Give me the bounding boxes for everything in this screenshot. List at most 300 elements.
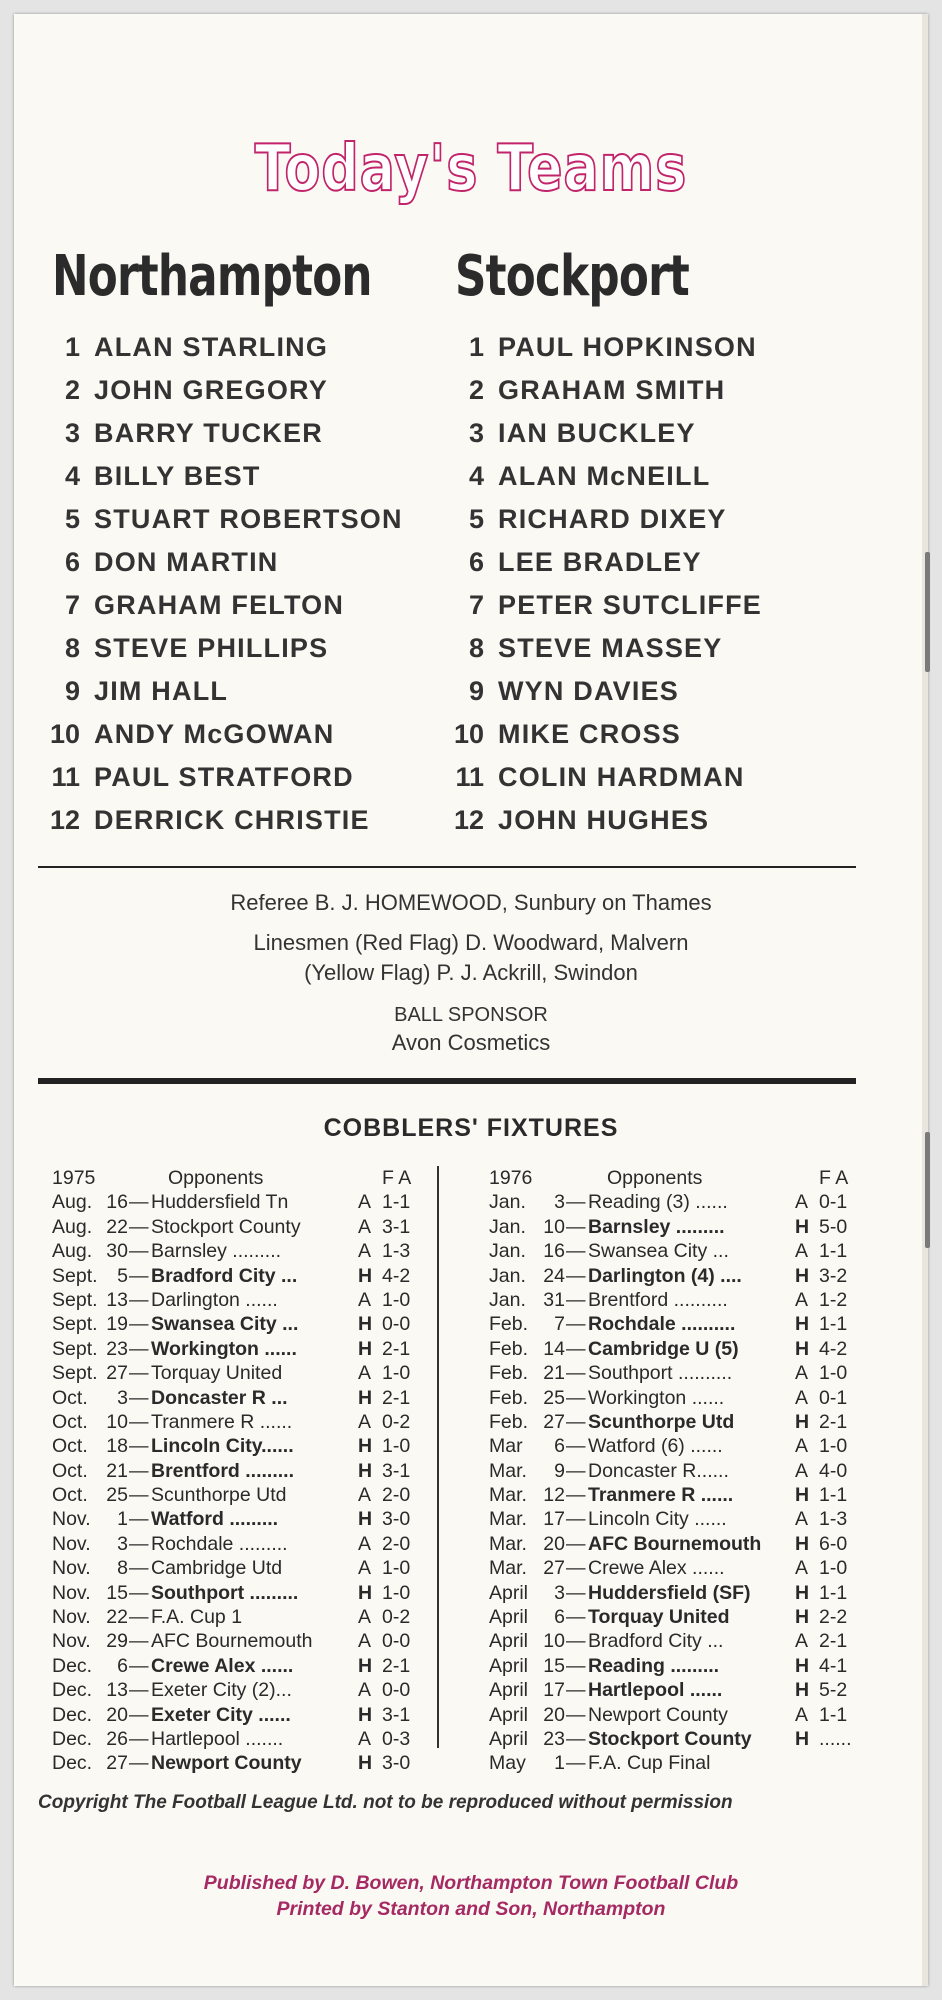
- fixture-opponent: Newport County: [588, 1703, 728, 1726]
- player-name: JOHN HUGHES: [498, 805, 710, 835]
- player-number: 1: [468, 332, 484, 362]
- fixture-row: [489, 1507, 869, 1531]
- fixture-row: [489, 1605, 869, 1629]
- home-team-list: [44, 326, 403, 842]
- fixture-venue: A: [795, 1435, 809, 1458]
- fixture-venue: H: [358, 1313, 373, 1336]
- player-number: 10: [453, 719, 484, 749]
- fixture-row: [52, 1264, 432, 1288]
- fixture-row: [489, 1190, 869, 1214]
- fixture-dash: —: [129, 1191, 149, 1214]
- fixture-opponent: Lincoln City ......: [588, 1508, 727, 1531]
- fixture-day: 14: [543, 1337, 565, 1360]
- fixture-venue: H: [795, 1484, 810, 1507]
- fixture-score: 4-0: [819, 1459, 848, 1482]
- fixture-dash: —: [129, 1240, 149, 1263]
- fixture-row: [489, 1434, 869, 1458]
- fixture-row: [489, 1386, 869, 1410]
- fixture-dash: —: [566, 1679, 586, 1702]
- divider-line: [38, 866, 856, 868]
- fixture-row: [52, 1288, 432, 1312]
- player-row: [448, 627, 762, 670]
- player-row: [44, 541, 403, 584]
- fixture-venue: H: [358, 1508, 373, 1531]
- player-number: 12: [453, 805, 484, 835]
- player-number: 5: [468, 504, 484, 534]
- fixture-day: 3: [554, 1581, 565, 1604]
- fixture-dash: —: [566, 1727, 586, 1750]
- fixture-opponent: Stockport County: [588, 1727, 752, 1750]
- fixture-day: 21: [543, 1362, 565, 1385]
- fixture-venue: A: [358, 1727, 372, 1750]
- player-row: [448, 670, 762, 713]
- fixture-dash: —: [129, 1532, 149, 1555]
- fixture-day: 6: [117, 1654, 128, 1677]
- fixtures-1976: [489, 1166, 869, 1776]
- fixture-day: 16: [106, 1191, 128, 1214]
- fixture-month: Aug.: [52, 1240, 93, 1263]
- fixture-score: 3-0: [382, 1508, 411, 1531]
- fixture-dash: —: [566, 1654, 586, 1677]
- player-row: [44, 584, 403, 627]
- fixture-day: 27: [106, 1752, 128, 1775]
- player-name: WYN DAVIES: [498, 676, 680, 706]
- fixture-dash: —: [129, 1752, 149, 1775]
- thick-divider: [38, 1078, 856, 1084]
- fixture-row: [52, 1337, 432, 1361]
- player-name: STEVE MASSEY: [498, 633, 723, 663]
- fixture-day: 3: [117, 1386, 128, 1409]
- fixture-day: 17: [543, 1679, 565, 1702]
- fixture-day: 21: [106, 1459, 128, 1482]
- fixture-dash: —: [566, 1313, 586, 1336]
- away-team-name: Stockport: [455, 244, 689, 309]
- fixture-score: 2-0: [382, 1532, 411, 1555]
- player-row: [44, 799, 403, 842]
- fixture-score: 1-1: [819, 1240, 848, 1263]
- fixture-day: 29: [106, 1630, 128, 1653]
- fixture-month: Sept.: [52, 1337, 98, 1360]
- fixture-month: Mar: [489, 1435, 523, 1458]
- player-number: 2: [64, 375, 80, 405]
- printer-line: Printed by Stanton and Son, Northampton: [276, 1898, 666, 1920]
- fixture-month: Sept.: [52, 1288, 98, 1311]
- fixture-opponent: Tranmere R ......: [151, 1410, 293, 1433]
- fixture-score: 0-0: [382, 1313, 411, 1336]
- fixture-venue: H: [358, 1703, 373, 1726]
- fixture-venue: A: [795, 1459, 809, 1482]
- fixture-venue: A: [358, 1532, 372, 1555]
- player-row: [448, 584, 762, 627]
- fixture-dash: —: [566, 1484, 586, 1507]
- player-name: COLIN HARDMAN: [498, 762, 745, 792]
- fixture-venue: A: [358, 1362, 372, 1385]
- fixture-row: [52, 1215, 432, 1239]
- fixture-score: 1-1: [819, 1581, 848, 1604]
- fixture-day: 3: [554, 1191, 565, 1214]
- fixture-row: [52, 1190, 432, 1214]
- fixture-venue: A: [795, 1630, 809, 1653]
- fixture-month: Feb.: [489, 1386, 529, 1409]
- player-number: 9: [64, 676, 80, 706]
- fixture-venue: A: [795, 1240, 809, 1263]
- fixture-score: 3-1: [382, 1215, 411, 1238]
- fixture-dash: —: [129, 1703, 149, 1726]
- fixture-opponent: Reading (3) ......: [588, 1191, 728, 1214]
- fixture-score: 2-0: [382, 1484, 411, 1507]
- fixture-opponent: Workington ......: [588, 1386, 725, 1409]
- player-number: 6: [468, 547, 484, 577]
- fixture-dash: —: [129, 1630, 149, 1653]
- fixture-row: [489, 1288, 869, 1312]
- fixture-dash: —: [129, 1484, 149, 1507]
- fixture-month: Feb.: [489, 1313, 529, 1336]
- fixture-venue: A: [795, 1508, 809, 1531]
- fixture-dash: —: [129, 1288, 149, 1311]
- fixture-day: 1: [554, 1752, 565, 1775]
- fixture-month: Feb.: [489, 1337, 529, 1360]
- fixture-day: 7: [554, 1313, 565, 1336]
- fixture-row: [52, 1727, 432, 1751]
- player-number: 9: [468, 676, 484, 706]
- ball-sponsor-label: BALL SPONSOR: [394, 1004, 548, 1026]
- fixture-month: Oct.: [52, 1459, 88, 1482]
- page-spine: [922, 14, 928, 1986]
- fixture-venue: H: [795, 1679, 810, 1702]
- fixture-venue: H: [358, 1581, 373, 1604]
- fixture-score: 1-2: [819, 1288, 848, 1311]
- fixture-month: April: [489, 1606, 529, 1629]
- fixture-score: 1-0: [382, 1435, 411, 1458]
- fixture-day: 27: [106, 1362, 128, 1385]
- fixture-venue: H: [795, 1606, 810, 1629]
- fixture-venue: A: [358, 1240, 372, 1263]
- fixture-score: 3-2: [819, 1264, 848, 1287]
- fixture-row: [52, 1678, 432, 1702]
- player-number: 7: [468, 590, 484, 620]
- player-row: [44, 756, 403, 799]
- fixture-day: 22: [106, 1215, 128, 1238]
- referee-line: Referee B. J. HOMEWOOD, Sunbury on Thames: [230, 890, 712, 915]
- fixture-venue: A: [358, 1215, 372, 1238]
- fixture-venue: H: [795, 1727, 810, 1750]
- fixture-month: Nov.: [52, 1508, 91, 1531]
- fixture-dash: —: [129, 1362, 149, 1385]
- fixture-venue: H: [795, 1581, 810, 1604]
- player-name: STUART ROBERTSON: [94, 504, 403, 534]
- fixture-month: Dec.: [52, 1703, 93, 1726]
- fixture-venue: H: [795, 1215, 810, 1238]
- fixture-month: April: [489, 1630, 529, 1653]
- fixture-dash: —: [566, 1606, 586, 1629]
- opponents-label: Opponents: [168, 1167, 264, 1189]
- fixture-score: 0-0: [382, 1630, 411, 1653]
- fixture-day: 6: [554, 1435, 565, 1458]
- fixture-opponent: Workington ......: [151, 1337, 297, 1360]
- fixture-row: [489, 1727, 869, 1751]
- player-number: 6: [64, 547, 80, 577]
- fixture-day: 27: [543, 1557, 565, 1580]
- player-row: [448, 326, 762, 369]
- fixture-score: 1-0: [819, 1557, 848, 1580]
- fixture-month: Oct.: [52, 1484, 88, 1507]
- fixture-dash: —: [129, 1313, 149, 1336]
- player-row: [448, 412, 762, 455]
- player-number: 11: [455, 762, 484, 792]
- fixture-month: Feb.: [489, 1410, 529, 1433]
- fixture-venue: H: [795, 1313, 810, 1336]
- player-name: GRAHAM SMITH: [498, 375, 726, 405]
- fixture-month: Aug.: [52, 1191, 93, 1214]
- fixture-opponent: Cambridge U (5): [588, 1337, 739, 1360]
- fixture-opponent: Newport County: [151, 1752, 302, 1775]
- fixtures-1975: [52, 1166, 432, 1776]
- fixture-row: [489, 1483, 869, 1507]
- fixture-opponent: Torquay United: [151, 1362, 283, 1385]
- fa-label: F A: [382, 1167, 412, 1189]
- fixture-dash: —: [566, 1215, 586, 1238]
- fixture-opponent: Huddersfield Tn: [151, 1191, 289, 1214]
- fixture-opponent: Lincoln City......: [151, 1435, 294, 1458]
- fixture-month: Dec.: [52, 1727, 93, 1750]
- fa-label: F A: [819, 1167, 849, 1189]
- player-name: PETER SUTCLIFFE: [498, 590, 763, 620]
- fixture-row: [489, 1215, 869, 1239]
- fixture-day: 19: [106, 1313, 128, 1336]
- fixture-venue: H: [358, 1435, 373, 1458]
- fixture-dash: —: [566, 1410, 586, 1433]
- fixture-day: 24: [543, 1264, 565, 1287]
- player-row: [448, 541, 762, 584]
- fixture-venue: A: [358, 1630, 372, 1653]
- fixture-score: 1-0: [382, 1288, 411, 1311]
- fixture-month: Mar.: [489, 1459, 527, 1482]
- fixture-venue: H: [358, 1386, 373, 1409]
- fixture-opponent: Swansea City ...: [588, 1240, 729, 1263]
- fixture-row: [489, 1678, 869, 1702]
- fixture-score: 0-0: [382, 1679, 411, 1702]
- fixture-opponent: Brentford .........: [151, 1459, 295, 1482]
- fixture-month: Jan.: [489, 1264, 526, 1287]
- fixture-row: [489, 1703, 869, 1727]
- fixture-dash: —: [566, 1264, 586, 1287]
- fixture-day: 27: [543, 1410, 565, 1433]
- player-name: ANDY McGOWAN: [94, 719, 335, 749]
- fixture-opponent: Southport ..........: [588, 1362, 733, 1385]
- player-name: MIKE CROSS: [498, 719, 682, 749]
- fixture-venue: A: [795, 1557, 809, 1580]
- fixture-venue: H: [358, 1264, 373, 1287]
- fixture-dash: —: [129, 1508, 149, 1531]
- fixture-month: April: [489, 1679, 529, 1702]
- fixture-opponent: Doncaster R......: [588, 1459, 729, 1482]
- player-number: 4: [64, 461, 80, 491]
- fixture-venue: H: [795, 1337, 810, 1360]
- player-number: 8: [64, 633, 80, 663]
- player-name: LEE BRADLEY: [498, 547, 702, 577]
- fixture-dash: —: [566, 1191, 586, 1214]
- fixture-day: 23: [543, 1727, 565, 1750]
- fixture-score: 3-1: [382, 1703, 411, 1726]
- fixture-row: [489, 1556, 869, 1580]
- player-name: ALAN McNEILL: [498, 461, 711, 491]
- fixture-day: 12: [543, 1484, 565, 1507]
- player-name: BILLY BEST: [94, 461, 261, 491]
- player-number: 3: [468, 418, 484, 448]
- fixture-venue: A: [358, 1606, 372, 1629]
- fixture-day: 31: [543, 1288, 565, 1311]
- fixture-score: 1-0: [819, 1435, 848, 1458]
- fixture-score: 5-2: [819, 1679, 848, 1702]
- player-row: [44, 369, 403, 412]
- fixture-row: [489, 1654, 869, 1678]
- fixture-score: 5-0: [819, 1215, 848, 1238]
- fixture-month: Nov.: [52, 1581, 91, 1604]
- fixture-row: [52, 1239, 432, 1263]
- fixture-score: 1-0: [382, 1362, 411, 1385]
- fixture-score: 1-0: [382, 1557, 411, 1580]
- fixture-row: [52, 1410, 432, 1434]
- fixture-score: 2-1: [382, 1654, 411, 1677]
- fixture-opponent: Rochdale ..........: [588, 1313, 736, 1336]
- fixture-score: 1-3: [382, 1240, 411, 1263]
- fixture-score: 1-1: [819, 1484, 848, 1507]
- fixture-month: Feb.: [489, 1362, 529, 1385]
- fixture-dash: —: [129, 1215, 149, 1238]
- fixture-venue: A: [358, 1288, 372, 1311]
- fixture-opponent: Hartlepool ......: [588, 1679, 723, 1702]
- fixture-score: 2-1: [382, 1337, 411, 1360]
- fixture-row: [489, 1410, 869, 1434]
- player-name: PAUL HOPKINSON: [498, 332, 757, 362]
- fixture-day: 30: [106, 1240, 128, 1263]
- fixture-month: Dec.: [52, 1654, 93, 1677]
- fixture-opponent: Brentford ..........: [588, 1288, 728, 1311]
- fixture-venue: H: [358, 1459, 373, 1482]
- player-number: 8: [468, 633, 484, 663]
- player-number: 11: [51, 762, 80, 792]
- fixture-dash: —: [566, 1362, 586, 1385]
- fixture-day: 13: [106, 1288, 128, 1311]
- fixture-month: Sept.: [52, 1313, 98, 1336]
- fixture-row: [52, 1605, 432, 1629]
- fixtures-column-divider: [437, 1166, 439, 1748]
- fixture-dash: —: [566, 1557, 586, 1580]
- fixture-dash: —: [566, 1581, 586, 1604]
- fixture-opponent: Cambridge Utd: [151, 1557, 283, 1580]
- home-team-name: Northampton: [52, 244, 372, 309]
- fixture-month: Oct.: [52, 1410, 88, 1433]
- fixture-dash: —: [129, 1435, 149, 1458]
- fixture-month: Jan.: [489, 1288, 526, 1311]
- fixture-dash: —: [129, 1727, 149, 1750]
- away-team-list: [448, 326, 762, 842]
- fixture-dash: —: [129, 1386, 149, 1409]
- fixture-day: 1: [117, 1508, 128, 1531]
- fixture-row: [52, 1386, 432, 1410]
- fixture-day: 10: [543, 1630, 565, 1653]
- fixture-day: 15: [106, 1581, 128, 1604]
- fixture-row: [52, 1434, 432, 1458]
- fixture-dash: —: [129, 1410, 149, 1433]
- fixture-opponent: Darlington ......: [151, 1288, 278, 1311]
- fixture-score: 1-3: [819, 1508, 848, 1531]
- player-row: [44, 498, 403, 541]
- fixture-day: 6: [554, 1606, 565, 1629]
- fixture-month: April: [489, 1727, 529, 1750]
- year-label: 1976: [489, 1167, 533, 1189]
- fixture-day: 9: [554, 1459, 565, 1482]
- fixture-opponent: Barnsley .........: [151, 1240, 282, 1263]
- fixture-dash: —: [129, 1654, 149, 1677]
- fixture-day: 10: [543, 1215, 565, 1238]
- fixture-venue: A: [358, 1484, 372, 1507]
- fixture-opponent: Huddersfield (SF): [588, 1581, 751, 1604]
- publisher-line: Published by D. Bowen, Northampton Town Football Club: [203, 1872, 739, 1894]
- player-name: ALAN STARLING: [94, 332, 329, 362]
- fixture-score: 1-0: [819, 1362, 848, 1385]
- fixture-dash: —: [566, 1459, 586, 1482]
- fixture-opponent: Doncaster R ...: [151, 1386, 288, 1409]
- fixture-dash: —: [566, 1288, 586, 1311]
- fixture-opponent: AFC Bournemouth: [588, 1532, 762, 1555]
- fixture-row: [489, 1239, 869, 1263]
- player-row: [448, 498, 762, 541]
- fixture-month: April: [489, 1581, 529, 1604]
- fixture-month: April: [489, 1654, 529, 1677]
- fixture-day: 22: [106, 1606, 128, 1629]
- fixture-opponent: Swansea City ...: [151, 1313, 299, 1336]
- fixture-row: [489, 1629, 869, 1653]
- fixture-day: 17: [543, 1508, 565, 1531]
- fixture-day: 5: [117, 1264, 128, 1287]
- player-row: [44, 713, 403, 756]
- fixture-opponent: Crewe Alex ......: [151, 1654, 294, 1677]
- player-row: [448, 455, 762, 498]
- player-name: PAUL STRATFORD: [94, 762, 354, 792]
- fixture-day: 13: [106, 1679, 128, 1702]
- fixture-opponent: Watford (6) ......: [588, 1435, 723, 1458]
- player-name: DERRICK CHRISTIE: [94, 805, 370, 835]
- player-name: JOHN GREGORY: [94, 375, 328, 405]
- fixture-opponent: Barnsley .........: [588, 1215, 725, 1238]
- fixture-venue: H: [358, 1752, 373, 1775]
- fixture-score: 1-1: [819, 1313, 848, 1336]
- fixture-score: 1-1: [819, 1703, 848, 1726]
- fixture-row: [489, 1337, 869, 1361]
- fixture-score: 2-1: [819, 1410, 848, 1433]
- fixture-score: 2-1: [382, 1386, 411, 1409]
- fixture-score: 4-2: [382, 1264, 411, 1287]
- fixture-dash: —: [566, 1508, 586, 1531]
- fixture-score: 1-0: [382, 1581, 411, 1604]
- fixture-opponent: Darlington (4) ....: [588, 1264, 742, 1287]
- fixture-month: Mar.: [489, 1484, 527, 1507]
- fixture-score: 3-1: [382, 1459, 411, 1482]
- fixture-month: Jan.: [489, 1240, 526, 1263]
- player-name: GRAHAM FELTON: [94, 590, 345, 620]
- fixture-score: 0-1: [819, 1386, 848, 1409]
- fixture-row: [52, 1581, 432, 1605]
- fixture-opponent: Tranmere R ......: [588, 1484, 734, 1507]
- fixture-dash: —: [566, 1337, 586, 1360]
- player-number: 1: [64, 332, 80, 362]
- opponents-label: Opponents: [607, 1167, 703, 1189]
- fixture-month: Nov.: [52, 1606, 91, 1629]
- fixture-dash: —: [129, 1337, 149, 1360]
- fixture-month: Mar.: [489, 1557, 527, 1580]
- fixture-opponent: Bradford City ...: [151, 1264, 298, 1287]
